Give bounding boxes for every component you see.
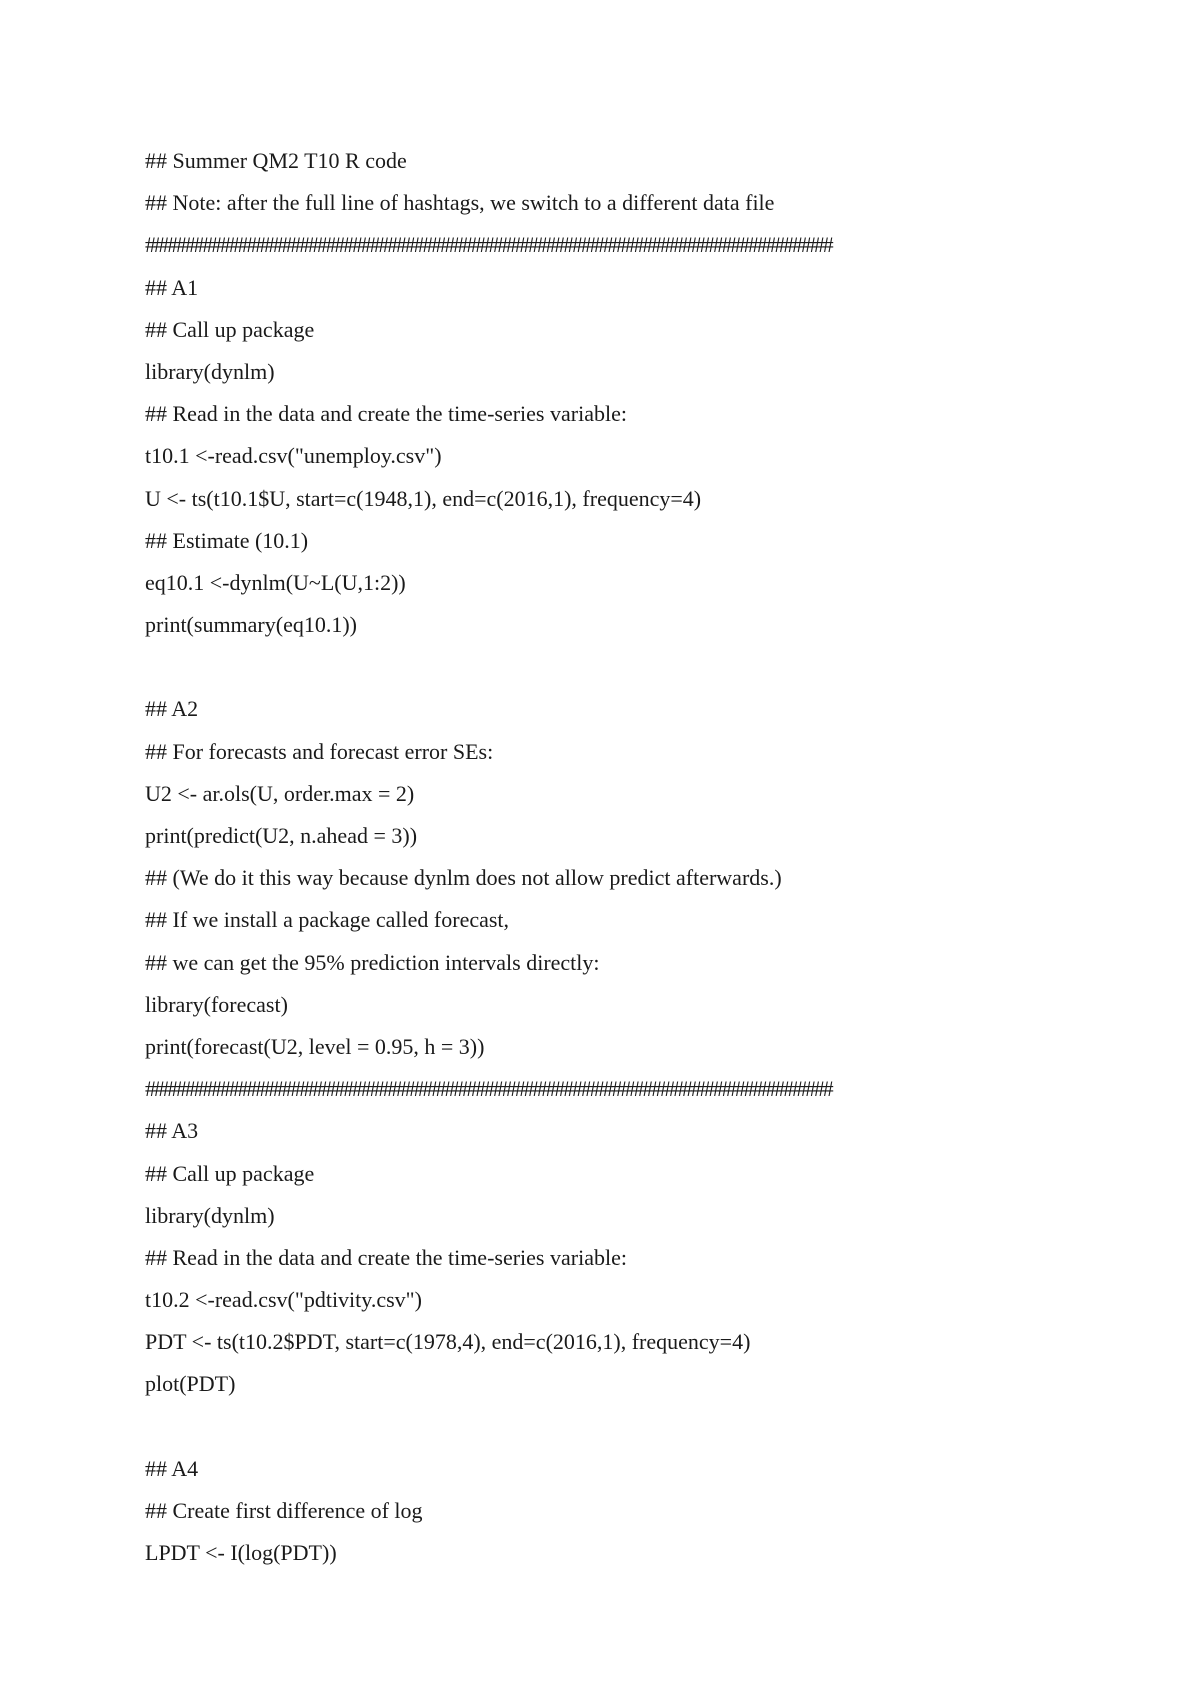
code-line: print(forecast(U2, level = 0.95, h = 3)) [145,1033,485,1059]
hashtag-separator-line: ############################################################################## [145,1076,832,1102]
comment-line: ## Read in the data and create the time-series variable: [145,1244,627,1270]
code-line: library(dynlm) [145,1202,275,1228]
code-line: print(predict(U2, n.ahead = 3)) [145,823,418,848]
code-line: plot(PDT) [145,1371,236,1397]
code-line: U2 <- ar.ols(U, order.max = 2) [145,780,415,806]
comment-line: ## Call up package [145,316,315,342]
blank-line [145,646,1145,688]
code-line: PDT <- ts(t10.2$PDT, start=c(1978,4), end=c(2016,1), frequency=4) [145,1329,751,1355]
code-line: U <- ts(t10.1$U, start=c(1948,1), end=c(2016,1), frequency=4) [145,485,702,511]
code-line: library(forecast) [145,991,288,1017]
comment-line: ## If we install a package called forecast, [145,907,510,933]
code-line: LPDT <- I(log(PDT)) [145,1540,337,1566]
comment-line: ## Create first difference of log [145,1498,423,1523]
code-line: library(dynlm) [145,358,275,384]
blank-line [145,1406,1145,1448]
comment-note-line: ## Note: after the full line of hashtags, we switch to a different data file [145,190,775,216]
comment-line: ## For forecasts and forecast error SEs: [145,738,494,764]
comment-line: ## we can get the 95% prediction intervals directly: [145,949,600,975]
hashtag-separator-line: ############################################################################## [145,232,832,258]
code-line: eq10.1 <-dynlm(U~L(U,1:2)) [145,569,406,595]
r-code-listing [145,140,1145,1574]
comment-line: ## Call up package [145,1160,315,1186]
section-heading-a4: ## A4 [145,1455,199,1481]
section-heading-a2: ## A2 [145,696,199,722]
comment-line: ## Estimate (10.1) [145,527,309,553]
comment-title-line: ## Summer QM2 T10 R code [145,148,407,173]
section-heading-a1: ## A1 [145,274,199,300]
comment-line: ## (We do it this way because dynlm does not allow predict afterwards.) [145,865,782,891]
section-heading-a3: ## A3 [145,1118,199,1144]
comment-line: ## Read in the data and create the time-series variable: [145,401,627,427]
code-line: print(summary(eq10.1)) [145,612,357,638]
code-line: t10.1 <-read.csv("unemploy.csv") [145,443,442,469]
code-line: t10.2 <-read.csv("pdtivity.csv") [145,1287,422,1313]
